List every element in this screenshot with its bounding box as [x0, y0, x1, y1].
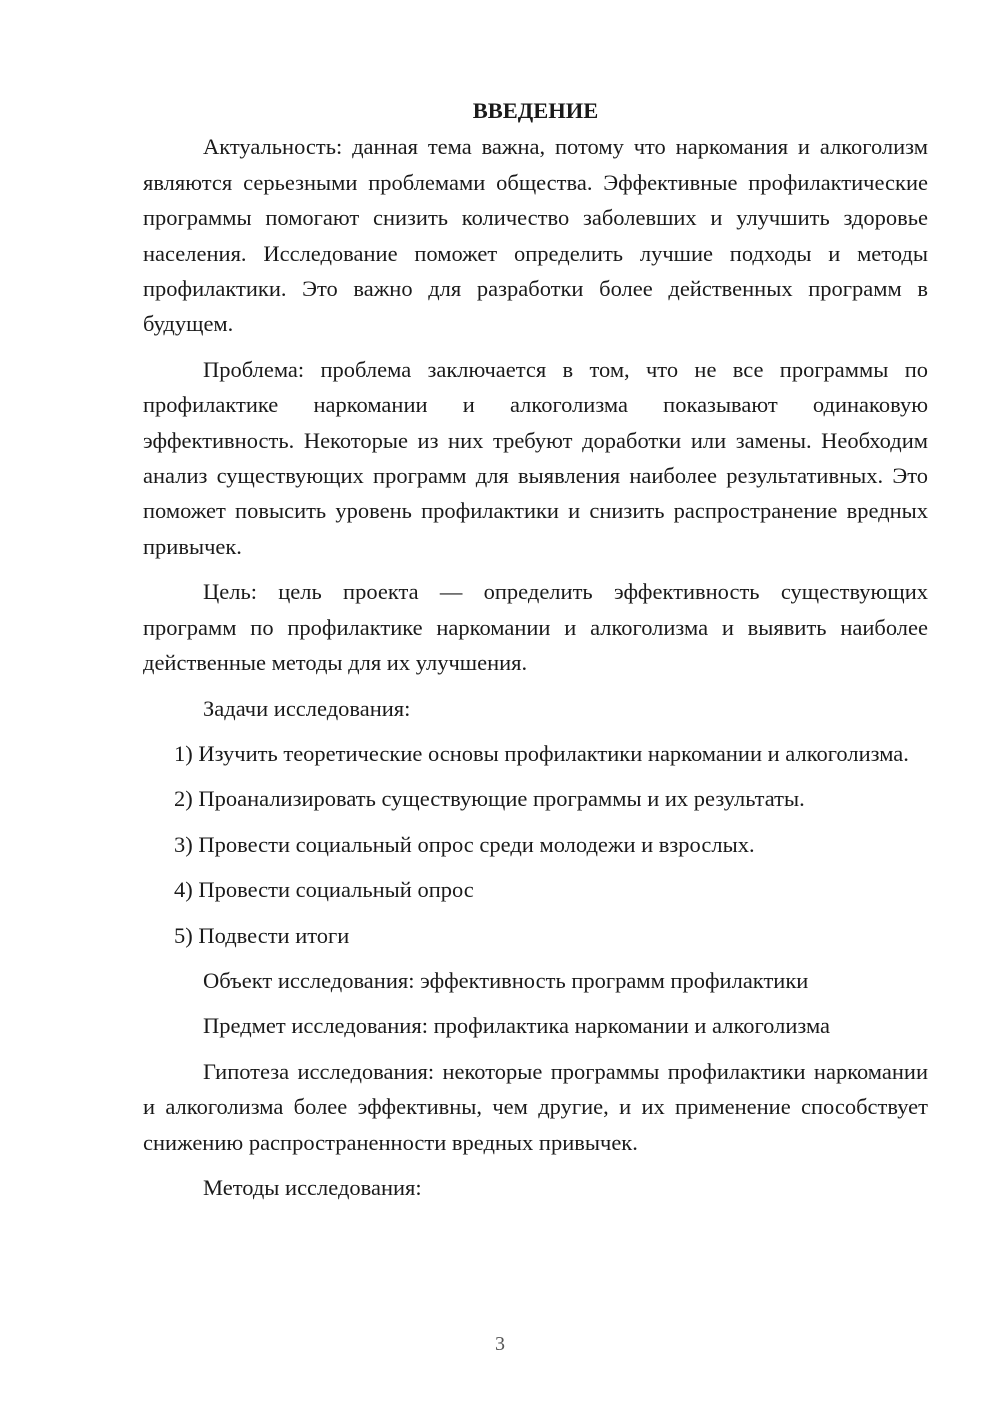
- object-paragraph: Объект исследования: эффективность программ профилактики: [203, 967, 809, 993]
- hypothesis-paragraph: Гипотеза исследования: некоторые программы профилактики наркомании и алкоголизма более эффективны, чем другие, и их применение способствует снижению распространенности вредных привычек.: [143, 1058, 928, 1155]
- task-item-4: 4) Провести социальный опрос: [174, 877, 474, 903]
- subject-paragraph: Предмет исследования: профилактика наркомании и алкоголизма: [203, 1013, 831, 1039]
- methods-heading: Методы исследования:: [203, 1174, 422, 1200]
- tasks-heading: Задачи исследования:: [203, 695, 411, 721]
- task-item-2: 2) Проанализировать существующие программы и их результаты.: [174, 786, 805, 812]
- page-content: [143, 93, 928, 1215]
- goal-paragraph: Цель: цель проекта — определить эффективность существующих программ по профилактике наркомании и алкоголизма и выявить наиболее действенные методы для их улучшения.: [143, 579, 928, 676]
- section-heading: ВВЕДЕНИЕ: [472, 98, 599, 123]
- task-item-1: 1) Изучить теоретические основы профилактики наркомании и алкоголизма.: [174, 740, 909, 766]
- relevance-paragraph: Актуальность: данная тема важна, потому что наркомания и алкоголизм являются серьезными проблемами общества. Эффективные профилактические программы помогают снизить количество заболевших и улучшить здоровье населения. Исследование поможет определить лучшие подходы и методы профилактики. Это важно для разработки более действенных программ в будущем.: [143, 134, 928, 337]
- task-item-3: 3) Провести социальный опрос среди молодежи и взрослых.: [174, 831, 755, 857]
- problem-paragraph: Проблема: проблема заключается в том, что не все программы по профилактике наркомании и алкоголизма показывают одинаковую эффективность. Некоторые из них требуют доработки или замены. Необходим анализ существующих программ для выявления наиболее результативных. Это поможет повысить уровень профилактики и снизить распространение вредных привычек.: [143, 356, 928, 559]
- task-item-5: 5) Подвести итоги: [174, 922, 350, 948]
- page-number: 3: [495, 1333, 505, 1355]
